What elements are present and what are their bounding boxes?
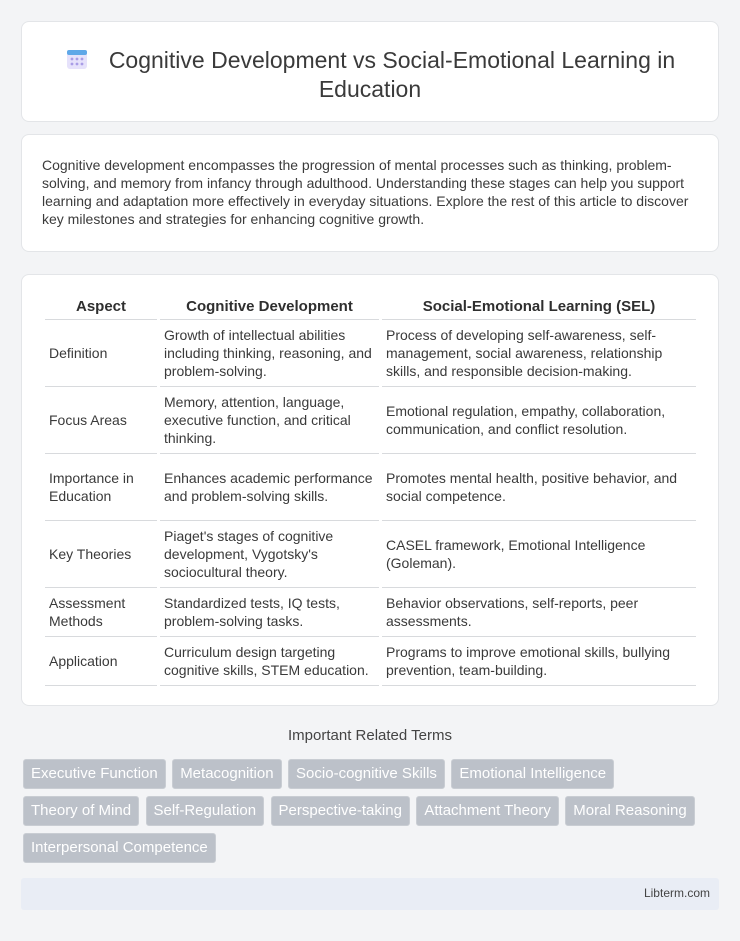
cell-sel: Promotes mental health, positive behavior, and social competence. (382, 454, 696, 521)
table-row (45, 387, 696, 454)
cell-cognitive: Growth of intellectual abilities including thinking, reasoning, and problem-solving. (160, 320, 379, 387)
header-card (21, 21, 719, 122)
tag-perspective-taking[interactable]: Perspective-taking (271, 796, 410, 826)
cell-sel: Process of developing self-awareness, self-management, social awareness, relationship skills, and responsible decision-making. (382, 320, 696, 387)
tag-executive-function[interactable]: Executive Function (23, 759, 166, 789)
cell-sel: Behavior observations, self-reports, peer assessments. (382, 588, 696, 637)
cell-sel: Programs to improve emotional skills, bullying prevention, team-building. (382, 637, 696, 686)
cell-cognitive: Piaget's stages of cognitive development, Vygotsky's sociocultural theory. (160, 521, 379, 588)
table-row (45, 320, 696, 387)
table-row (45, 637, 696, 686)
header-sel: Social-Emotional Learning (SEL) (382, 296, 696, 320)
intro-card (21, 134, 719, 252)
table-row (45, 588, 696, 637)
table-header-row (45, 296, 696, 320)
table-row (45, 454, 696, 521)
cell-sel: CASEL framework, Emotional Intelligence (Goleman). (382, 521, 696, 588)
tag-theory-of-mind[interactable]: Theory of Mind (23, 796, 139, 826)
header-aspect: Aspect (45, 296, 157, 320)
cell-aspect: Assessment Methods (45, 588, 157, 637)
cell-cognitive: Curriculum design targeting cognitive skills, STEM education. (160, 637, 379, 686)
cell-cognitive: Memory, attention, language, executive function, and critical thinking. (160, 387, 379, 454)
tag-metacognition[interactable]: Metacognition (172, 759, 281, 789)
footer (21, 878, 719, 910)
footer-site-link[interactable]: Libterm.com (643, 886, 710, 900)
page-title: Cognitive Development vs Social-Emotional Learning in Education (108, 47, 676, 102)
tag-emotional-intelligence[interactable]: Emotional Intelligence (451, 759, 614, 789)
table-row (45, 521, 696, 588)
calendar-icon (65, 47, 89, 71)
cell-aspect: Importance in Education (45, 454, 157, 521)
cell-aspect: Definition (45, 320, 157, 387)
cell-aspect: Focus Areas (45, 387, 157, 454)
intro-paragraph: Cognitive development encompasses the progression of mental processes such as thinking, problem-solving, and memory from infancy through adulthood. Understanding these stages can help you support learning and adaptation more effectively in everyday situations. Explore the rest of this article to discover key milestones and strategies for enhancing cognitive growth. (42, 157, 689, 227)
comparison-table (42, 296, 699, 686)
cell-cognitive: Standardized tests, IQ tests, problem-solving tasks. (160, 588, 379, 637)
header-cognitive: Cognitive Development (160, 296, 379, 320)
cell-sel: Emotional regulation, empathy, collaboration, communication, and conflict resolution. (382, 387, 696, 454)
tag-socio-cognitive-skills[interactable]: Socio-cognitive Skills (288, 759, 445, 789)
tag-attachment-theory[interactable]: Attachment Theory (416, 796, 558, 826)
related-terms-title: Important Related Terms (288, 727, 452, 744)
comparison-card (21, 274, 719, 706)
cell-aspect: Key Theories (45, 521, 157, 588)
tag-moral-reasoning[interactable]: Moral Reasoning (565, 796, 694, 826)
tag-interpersonal-competence[interactable]: Interpersonal Competence (23, 833, 216, 863)
tag-self-regulation[interactable]: Self-Regulation (146, 796, 265, 826)
related-terms-tags (23, 759, 703, 870)
page-title-wrap (22, 46, 718, 104)
cell-aspect: Application (45, 637, 157, 686)
cell-cognitive: Enhances academic performance and problem-solving skills. (160, 454, 379, 521)
